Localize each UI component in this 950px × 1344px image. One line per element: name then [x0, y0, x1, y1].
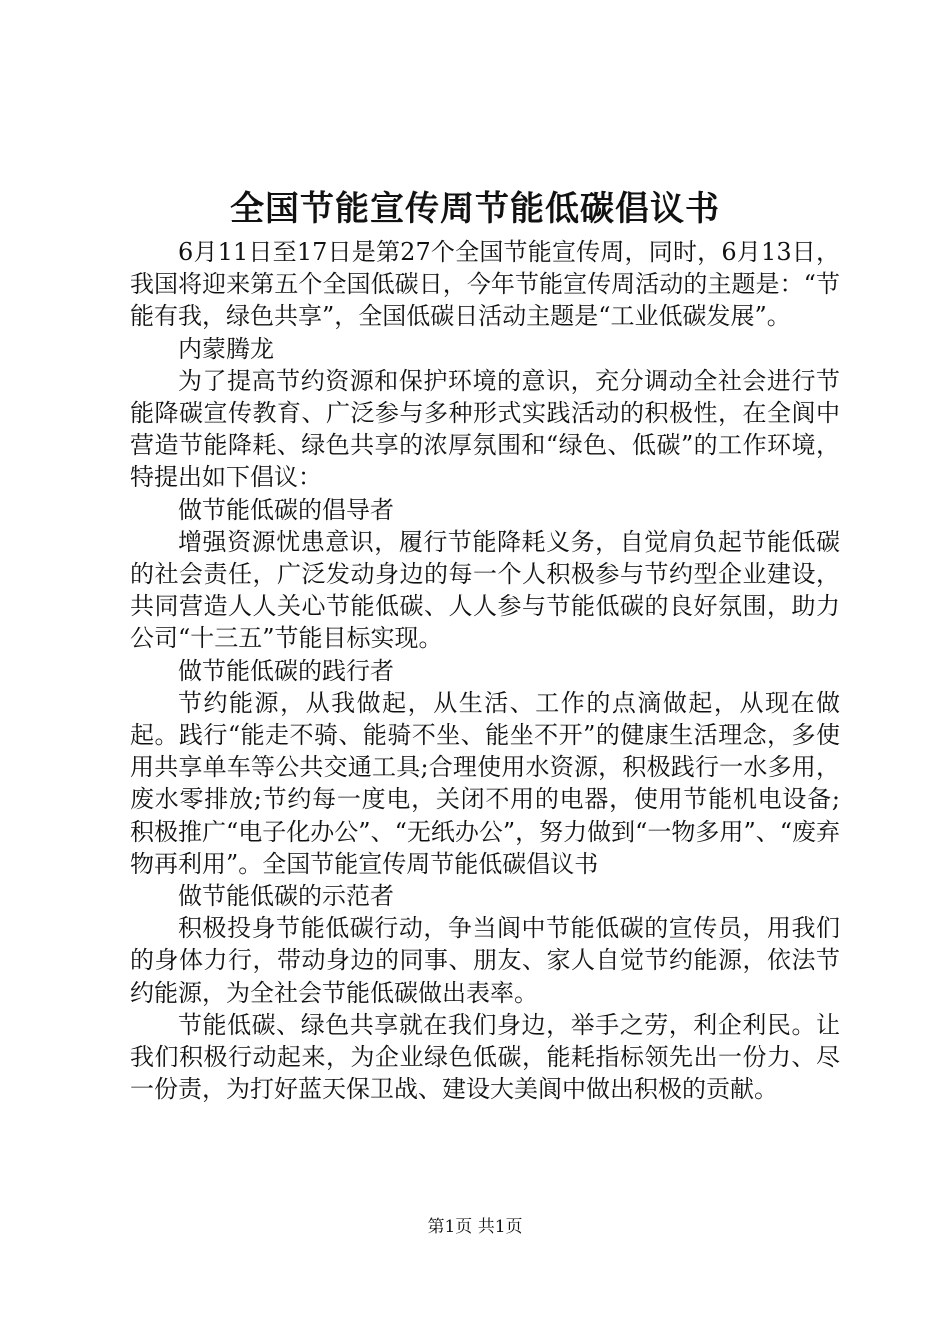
paragraph-intro: 6月11日至17日是第27个全国节能宣传周，同时，6月13日，我国将迎来第五个全国低碳日，今年节能宣传周活动的主题是：“节能有我，绿色共享”，全国低碳日活动主题是“工业低碳发展”。 — [130, 238, 840, 331]
paragraph-exemplar: 积极投身节能低碳行动，争当阆中节能低碳的宣传员，用我们的身体力行，带动身边的同事、朋友、家人自觉节约能源，依法节约能源，为全社会节能低碳做出表率。 — [130, 914, 840, 1007]
paragraph-purpose: 为了提高节约资源和保护环境的意识，充分调动全社会进行节能降碳宣传教育、广泛参与多种形式实践活动的积极性，在全阆中营造节能降耗、绿色共享的浓厚氛围和“绿色、低碳”的工作环境，特提出如下倡议： — [130, 366, 840, 492]
paragraph-org-name: 内蒙腾龙 — [178, 334, 274, 363]
page-number-footer: 第1页 共1页 — [427, 1217, 523, 1237]
document-body — [130, 236, 840, 1105]
paragraph-practitioner: 节约能源，从我做起，从生活、工作的点滴做起，从现在做起。践行“能走不骑、能骑不坐、能坐不开”的健康生活理念，多使用共享单车等公共交通工具;合理使用水资源，积极践行一水多用，废水零排放;节约每一度电，关闭不用的电器，使用节能机电设备;积极推广“电子化办公”、“无纸办公”，努力做到“一物多用”、“废弃物再利用”。全国节能宣传周节能低碳倡议书 — [130, 688, 840, 878]
paragraph-conclusion: 节能低碳、绿色共享就在我们身边，举手之劳，利企利民。让我们积极行动起来，为企业绿色低碳，能耗指标领先出一份力、尽一份责，为打好蓝天保卫战、建设大美阆中做出积极的贡献。 — [130, 1010, 840, 1104]
section-heading-advocate: 做节能低碳的倡导者 — [178, 495, 394, 524]
section-heading-exemplar: 做节能低碳的示范者 — [178, 882, 394, 911]
paragraph-advocate: 增强资源忧患意识，履行节能降耗义务，自觉肩负起节能低碳的社会责任，广泛发动身边的每一个人积极参与节约型企业建设，共同营造人人关心节能低碳、人人参与节能低碳的良好氛围，助力公司“十三五”节能目标实现。 — [130, 527, 840, 653]
document-title: 全国节能宣传周节能低碳倡议书 — [230, 189, 720, 229]
section-heading-practitioner: 做节能低碳的践行者 — [178, 656, 394, 685]
